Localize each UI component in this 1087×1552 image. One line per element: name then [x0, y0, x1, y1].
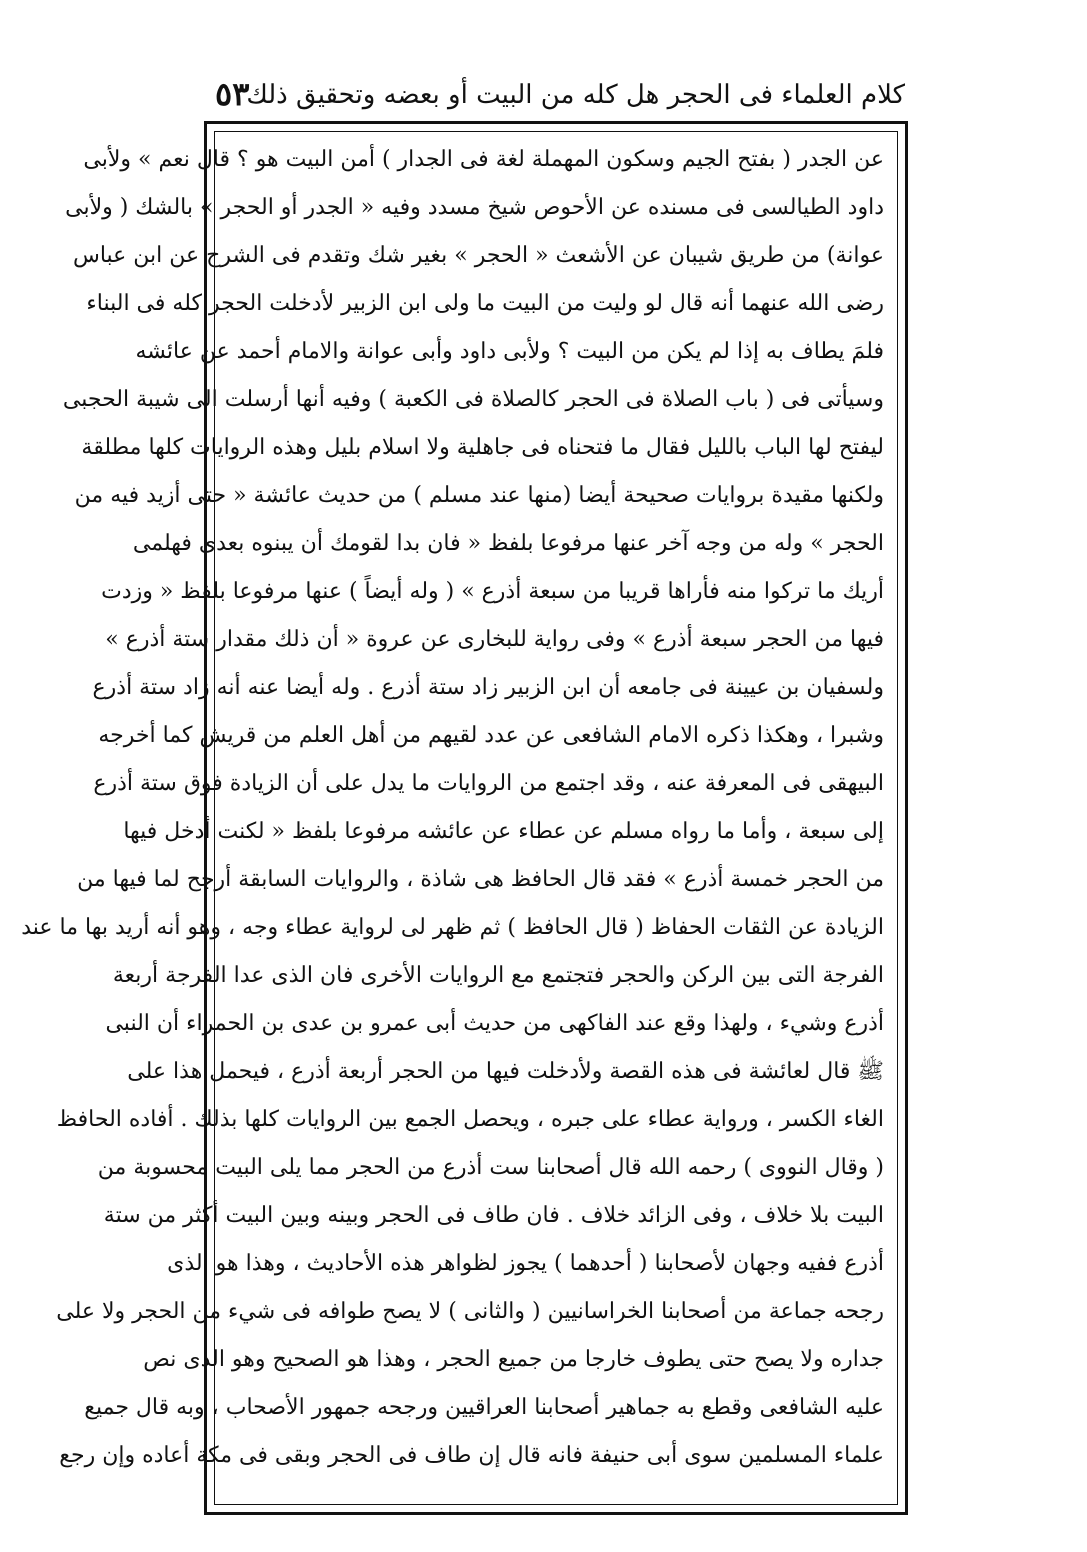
text-line: البيهقى فى المعرفة عنه ، وقد اجتمع من الروايات ما يدل على أن الزيادة فوق ستة أذرع: [93, 771, 884, 796]
text-line: الغاء الكسر ، ورواية عطاء على جبره ، ويحصل الجمع بين الروايات كلها بذلك . أفاده الحافظ: [56, 1107, 884, 1132]
text-line: الفرجة التى بين الركن والحجر فتجتمع مع الروايات الأخرى فان الذى عدا الفرجة أربعة: [112, 963, 884, 988]
text-line: علماء المسلمين سوى أبى حنيفة فانه قال إن طاف فى الحجر وبقى فى مكة أعاده وإن رجع: [59, 1443, 884, 1468]
text-line: ( وقال النووى ) رحمه الله قال أصحابنا ست أذرع من الحجر مما يلى البيت محسوبة من: [97, 1155, 884, 1180]
text-line: أذرع وشيء ، ولهذا وقع عند الفاكهى من حديث أبى عمرو بن عدى بن الحمراء أن النبى: [105, 1011, 884, 1036]
text-line: ﷺ قال لعائشة فى هذه القصة ولأدخلت فيها من الحجر أربعة أذرع ، فيحمل هذا على: [127, 1059, 884, 1084]
page-number: ٥٣: [215, 75, 250, 113]
text-line: عليه الشافعى وقطع به جماهير أصحابنا العراقيين ورجحه جمهور الأصحاب ، وبه قال جميع: [84, 1395, 884, 1420]
running-title: كلام العلماء فى الحجر هل كله من البيت أو بعضه وتحقيق ذلك: [246, 80, 905, 110]
text-line: وشبرا ، وهكذا ذكره الامام الشافعى عن عدد لقيهم من أهل العلم من قريش كما أخرجه: [98, 723, 884, 748]
text-line: جداره ولا يصح حتى يطوف خارجا من جميع الحجر ، وهذا هو الصحيح وهو الذى نص: [143, 1347, 884, 1372]
text-line: البيت بلا خلاف ، وفى الزائد خلاف . فان طاف فى الحجر وبينه وبين البيت أكثر من ستة: [103, 1203, 884, 1228]
text-line: رجحه جماعة من أصحابنا الخراسانيين ( والثانى ) لا يصح طوافه فى شيء من الحجر ولا على: [56, 1299, 884, 1324]
main-text: [21, 140, 884, 1500]
text-line: الزيادة عن الثقات الحفاظ ( قال الحافظ ) ثم ظهر لى لرواية عطاء وجه ، وهو أنه أريد بها ما عند: [21, 915, 884, 940]
text-line: إلى سبعة ، وأما ما رواه مسلم عن عطاء عن عائشه مرفوعا بلفظ « لكنت أدخل فيها: [123, 819, 884, 844]
text-line: رضى الله عنهما أنه قال لو وليت من البيت ما ولى ابن الزبير لأدخلت الحجر كله فى البناء: [86, 291, 884, 316]
text-line: عوانة) من طريق شيبان عن الأشعث « الحجر » بغير شك وتقدم فى الشرح عن ابن عباس: [72, 243, 884, 268]
text-line: فلمَ يطاف به إذا لم يكن من البيت ؟ ولأبى داود وأبى عوانة والامام أحمد عن عائشه: [135, 339, 884, 364]
text-line: ولكنها مقيدة بروايات صحيحة أيضا (منها عند مسلم ) من حديث عائشة « حتى أزيد فيه من: [74, 483, 884, 508]
text-line: من الحجر خمسة أذرع » فقد قال الحافظ هى شاذة ، والروايات السابقة أرجح لما فيها من: [77, 867, 884, 892]
text-line: داود الطيالسى فى مسنده عن الأحوص شيخ مسدد وفيه « الجدر أو الحجر » بالشك ( ولأبى: [65, 195, 884, 220]
text-line: وسيأتى فى ( باب الصلاة فى الحجر كالصلاة فى الكعبة ) وفيه أنها أرسلت الى شيبة الحجبى: [62, 387, 884, 412]
text-line: أذرع ففيه وجهان لأصحابنا ( أحدهما ) يجوز لظواهر هذه الأحاديث ، وهذا هو الذى: [167, 1251, 884, 1276]
text-line: أريك ما تركوا منه فأراها قريبا من سبعة أذرع » ( وله أيضاً ) عنها مرفوعا بلفظ « وزدت: [101, 579, 884, 604]
text-line: فيها من الحجر سبعة أذرع » وفى رواية للبخارى عن عروة « أن ذلك مقدار ستة أذرع »: [105, 627, 884, 652]
text-line: ولسفيان بن عيينة فى جامعه أن ابن الزبير زاد ستة أذرع . وله أيضا عنه أنه زاد ستة أذرع: [92, 675, 884, 700]
text-line: عن الجدر ( بفتح الجيم وسكون المهملة لغة فى الجدار ) أمن البيت هو ؟ قال نعم » ولأبى: [83, 147, 884, 172]
text-line: ليفتح لها الباب بالليل فقال ما فتحناه فى جاهلية ولا اسلام بليل وهذه الروايات كلها مطلقة: [81, 435, 884, 460]
text-line: الحجر » وله من وجه آخر عنها مرفوعا بلفظ « فان بدا لقومك أن يبنوه بعدى فهلمى: [132, 531, 884, 556]
running-header: [215, 72, 905, 118]
